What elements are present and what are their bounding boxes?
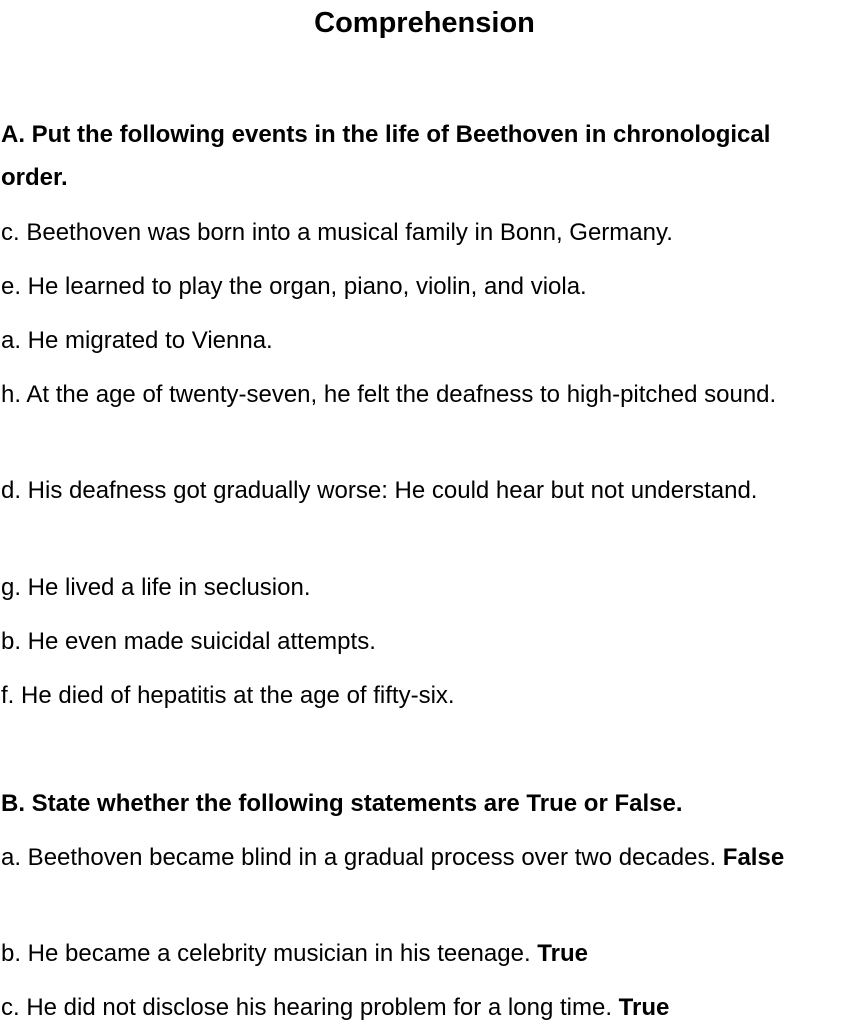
list-item: a. He migrated to Vienna. [1, 327, 273, 354]
list-item: h. At the age of twenty-seven, he felt the deafness to high-pitched sound. [1, 381, 777, 408]
statement-text: a. Beethoven became blind in a gradual process over two decades. [1, 844, 717, 871]
statement-text: c. He did not disclose his hearing problem for a long time. [1, 994, 612, 1021]
answer-label: True [537, 940, 588, 967]
answer-label: True [618, 994, 670, 1021]
list-item: f. He died of hepatitis at the age of fifty-six. [1, 682, 455, 709]
list-item: b. He even made suicidal attempts. [1, 628, 376, 655]
section-a-heading: A. Put the following events in the life of Beethoven in chronological order. [1, 121, 771, 191]
statement-item [1, 932, 831, 975]
statement-item [1, 986, 831, 1029]
section-b-heading: B. State whether the following statements are True or False. [1, 790, 683, 817]
statement-text: b. He became a celebrity musician in his teenage. [1, 940, 531, 967]
list-item: c. Beethoven was born into a musical family in Bonn, Germany. [1, 219, 673, 246]
list-item: e. He learned to play the organ, piano, violin, and viola. [1, 273, 587, 300]
statement-item [1, 836, 831, 879]
list-item: d. His deafness got gradually worse: He could hear but not understand. [1, 477, 758, 504]
answer-label: False [722, 844, 785, 871]
page-title: Comprehension [314, 7, 535, 39]
list-item: g. He lived a life in seclusion. [1, 574, 311, 601]
